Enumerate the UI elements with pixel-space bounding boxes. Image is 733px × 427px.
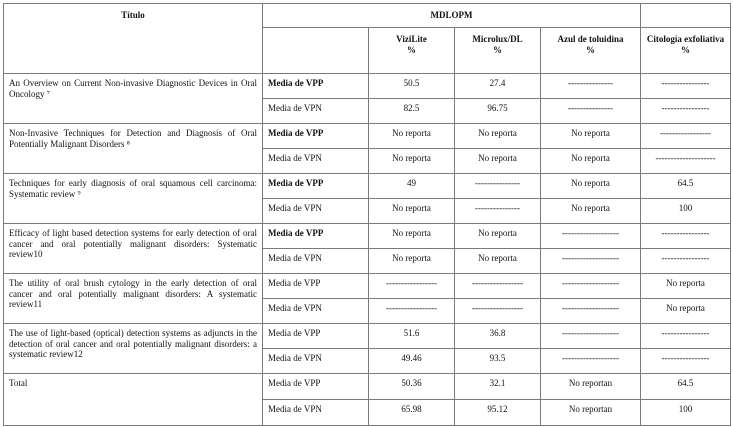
row-metric-vpp: Media de VPP <box>263 274 369 299</box>
header-citologia: Citología exfoliativa % <box>641 28 731 74</box>
cell-value: ---------------- <box>641 324 731 349</box>
cell-value: 27.4 <box>455 74 541 99</box>
cell-value: No reporta <box>369 249 455 274</box>
cell-value: ----------------- <box>455 299 541 324</box>
row-title: Non-Invasive Techniques for Detection and Diagnosis of Oral Potentially Malignant Disorders ⁸ <box>4 124 263 174</box>
row-metric-vpn: Media de VPN <box>263 249 369 274</box>
cell-value: 82.5 <box>369 99 455 124</box>
header-spacer <box>641 4 731 28</box>
cell-value: ------------------- <box>541 274 641 299</box>
cell-value: No reportan <box>541 400 641 426</box>
cell-value: No reporta <box>455 249 541 274</box>
cell-value: ---------------- <box>641 74 731 99</box>
cell-value: No reporta <box>541 199 641 224</box>
cell-value: 95.12 <box>455 400 541 426</box>
row-title: Total <box>4 374 263 426</box>
header-vizilite: ViziLite % <box>369 28 455 74</box>
row-metric-vpn: Media de VPN <box>263 99 369 124</box>
row-metric-vpn: Media de VPN <box>263 349 369 374</box>
cell-value: ------------------- <box>541 324 641 349</box>
row-metric-vpn: Media de VPN <box>263 400 369 426</box>
cell-value: No reporta <box>369 124 455 149</box>
cell-value: No reporta <box>455 124 541 149</box>
table-row <box>4 224 731 249</box>
header-titulo: Título <box>4 4 263 74</box>
header-group: MDLOPM <box>263 4 641 28</box>
cell-value: 100 <box>641 199 731 224</box>
cell-value: 32.1 <box>455 374 541 400</box>
cell-value: No reporta <box>369 149 455 174</box>
cell-value: ----------------- <box>641 124 731 149</box>
cell-value: 49 <box>369 174 455 199</box>
cell-value: No reportan <box>541 374 641 400</box>
row-metric-vpp: Media de VPP <box>263 374 369 400</box>
cell-value: --------------- <box>541 99 641 124</box>
cell-value: 65.98 <box>369 400 455 426</box>
cell-value: No reporta <box>369 224 455 249</box>
cell-value: 100 <box>641 400 731 426</box>
cell-value: No reporta <box>541 124 641 149</box>
cell-value: ---------------- <box>641 224 731 249</box>
cell-value: ------------------- <box>541 224 641 249</box>
cell-value: No reporta <box>369 199 455 224</box>
cell-value: ---------------- <box>641 99 731 124</box>
row-metric-vpp: Media de VPP <box>263 224 369 249</box>
cell-value: No reporta <box>541 149 641 174</box>
cell-value: ---------------- <box>641 349 731 374</box>
table-row <box>4 174 731 199</box>
row-metric-vpn: Media de VPN <box>263 299 369 324</box>
row-metric-vpn: Media de VPN <box>263 149 369 174</box>
cell-value: ----------------- <box>455 274 541 299</box>
header-spacer-2 <box>263 28 369 74</box>
cell-value: ------------------- <box>541 249 641 274</box>
table-row <box>4 324 731 349</box>
cell-value: 50.5 <box>369 74 455 99</box>
header-azul: Azul de toluidina % <box>541 28 641 74</box>
row-metric-vpp: Media de VPP <box>263 74 369 99</box>
table-row <box>4 274 731 299</box>
table-row <box>4 74 731 99</box>
cell-value: --------------- <box>455 199 541 224</box>
cell-value: 64.5 <box>641 374 731 400</box>
cell-value: 93.5 <box>455 349 541 374</box>
cell-value: 64.5 <box>641 174 731 199</box>
table-body <box>4 74 731 426</box>
table-row <box>4 124 731 149</box>
row-title: Techniques for early diagnosis of oral squamous cell carcinoma: Systematic review ⁹ <box>4 174 263 224</box>
row-metric-vpp: Media de VPP <box>263 324 369 349</box>
cell-value: No reporta <box>455 224 541 249</box>
row-metric-vpp: Media de VPP <box>263 174 369 199</box>
cell-value: ---------------- <box>641 249 731 274</box>
cell-value: -------------------- <box>641 149 731 174</box>
cell-value: No reporta <box>641 299 731 324</box>
cell-value: ----------------- <box>369 299 455 324</box>
cell-value: --------------- <box>455 174 541 199</box>
cell-value: 49.46 <box>369 349 455 374</box>
row-metric-vpn: Media de VPN <box>263 199 369 224</box>
row-title: An Overview on Current Non-invasive Diagnostic Devices in Oral Oncology ⁷ <box>4 74 263 124</box>
header-microlux: Microlux/DL % <box>455 28 541 74</box>
table-row <box>4 374 731 400</box>
row-title: Efficacy of light based detection systems for early detection of oral cancer and oral potentially malignant disorders: Systematic review10 <box>4 224 263 274</box>
cell-value: 36.8 <box>455 324 541 349</box>
cell-value: No reporta <box>455 149 541 174</box>
row-metric-vpp: Media de VPP <box>263 124 369 149</box>
cell-value: ------------------- <box>541 299 641 324</box>
cell-value: No reporta <box>641 274 731 299</box>
row-title: The use of light-based (optical) detection systems as adjuncts in the detection of oral cancer and oral potentially malignant disorders: a systematic review12 <box>4 324 263 374</box>
cell-value: 50.36 <box>369 374 455 400</box>
cell-value: No reporta <box>541 174 641 199</box>
row-title: The utility of oral brush cytology in the early detection of oral cancer and oral potentially malignant disorders: A systematic review11 <box>4 274 263 324</box>
results-table <box>3 3 731 426</box>
cell-value: --------------- <box>541 74 641 99</box>
cell-value: ------------------- <box>541 349 641 374</box>
cell-value: ----------------- <box>369 274 455 299</box>
cell-value: 96.75 <box>455 99 541 124</box>
cell-value: 51.6 <box>369 324 455 349</box>
